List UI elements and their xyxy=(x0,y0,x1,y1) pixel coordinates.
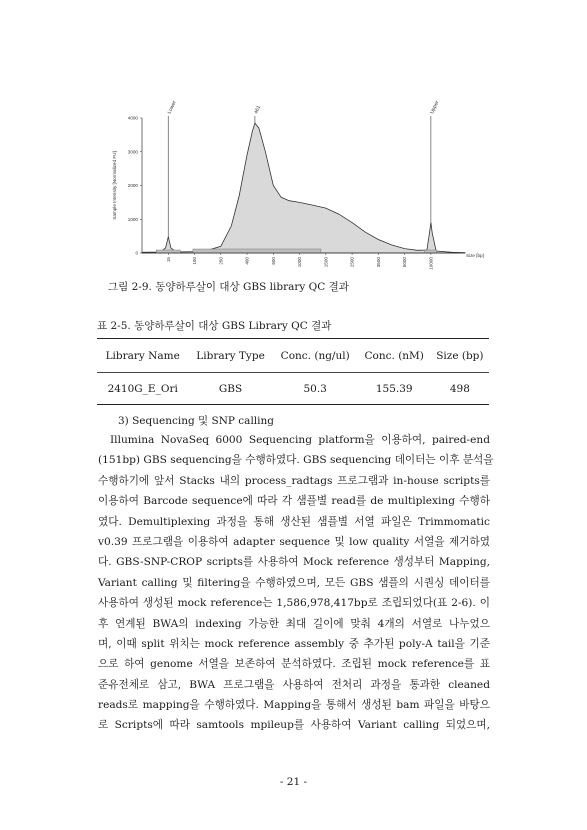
paragraph-line: reads로 mapping을 수행하였다. Mapping을 통해서 생성된 bam 파일을 바탕으 xyxy=(98,699,490,712)
header-size-bp: Size (bp) xyxy=(436,349,484,362)
x-tick-label: 5000 xyxy=(402,257,408,268)
paragraph-line: Variant calling 및 filtering을 수행하였으며, 모든 GBS 샘플의 시퀀싱 데이터를 xyxy=(98,576,490,589)
section-heading: 3) Sequencing 및 SNP calling xyxy=(118,415,275,427)
x-tick-label: 1500 xyxy=(323,257,329,268)
trace-area xyxy=(142,123,465,253)
paragraph-line: 수행하기에 앞서 Stacks 내의 process_radtags 프로그램과 in-house scripts를 xyxy=(98,474,490,487)
chart-trace xyxy=(142,123,465,253)
header-library-type: Library Type xyxy=(196,349,265,362)
y-tick-label: 0 xyxy=(135,250,138,256)
paragraph-line: (151bp) GBS sequencing을 수행하였다. GBS sequencing 데이터는 이후 분석을 xyxy=(98,454,494,467)
x-tick-label: 600 xyxy=(270,257,276,265)
cell-conc-ngul: 50.3 xyxy=(303,382,327,395)
cell-size-bp: 498 xyxy=(449,382,470,395)
x-tick-label: 250 xyxy=(218,257,224,265)
x-tick-label: 400 xyxy=(244,257,250,265)
paragraph-line: 로 Scripts에 따라 samtools mpileup를 사용하여 Variant calling 되었으며, xyxy=(98,719,490,732)
paragraph-line: 후 연계된 BWA의 indexing 가능한 최대 길이에 맞춰 4개의 서열로 나누었으 xyxy=(98,617,490,630)
paragraph-line: 이용하여 Barcode sequence에 따라 각 샘플별 read를 de multiplexing 수행하 xyxy=(98,495,490,508)
paragraph-line: v0.39 프로그램을 이용하여 adapter sequence 및 low quality 서열을 제거하였 xyxy=(98,535,490,548)
cell-library-name: 2410G_E_Ori xyxy=(107,382,178,395)
cell-library-type: GBS xyxy=(218,382,243,395)
x-axis-title: Size [bp] xyxy=(466,253,484,258)
peak-label: 461 xyxy=(253,104,263,115)
header-conc-nm: Conc. (nM) xyxy=(364,349,424,362)
y-tick-label: 3000 xyxy=(127,149,138,155)
x-tick-label: 3500 xyxy=(375,257,381,268)
paragraph-line: Illumina NovaSeq 6000 Sequencing platform을 이용하여, paired-end xyxy=(110,434,490,446)
bioanalyzer-electropherogram xyxy=(110,99,484,280)
table-caption: 표 2-5. 동양하루살이 대상 GBS Library QC 결과 xyxy=(97,320,332,332)
header-library-name: Library Name xyxy=(105,349,180,362)
paragraph-line: 며, 이때 split 위치는 mock reference assembly 중 추가된 poly-A tail을 기준 xyxy=(98,637,490,650)
paragraph-line: 사용하여 생성된 mock reference는 1,586,978,417bp로 조립되었다(표 2-6). 이 xyxy=(98,597,490,610)
lower-marker-band xyxy=(156,250,180,253)
y-tick-label: 2000 xyxy=(127,183,138,189)
body-paragraph xyxy=(98,430,494,736)
x-tick-label: 1000 xyxy=(297,257,303,268)
y-axis-title: Sample Intensity [Normalized FU] xyxy=(112,151,117,220)
paragraph-line: 였다. Demultiplexing 과정을 통해 생산된 샘플별 서열 파일은 Trimmomatic xyxy=(98,515,490,528)
table-row xyxy=(97,373,489,405)
x-tick-label: 15 xyxy=(165,257,171,263)
table-header-row xyxy=(97,339,489,373)
peak-label: Upper xyxy=(429,99,441,115)
cell-conc-nm: 155.39 xyxy=(375,382,413,395)
paragraph-line: 준유전체로 삼고, BWA 프로그램을 사용하여 전처리 과정을 통과한 cleaned xyxy=(98,678,490,691)
peak-region-band xyxy=(193,249,321,253)
paragraph-line: 으로 하여 genome 서열을 보존하여 분석하였다. 조립된 mock reference를 표 xyxy=(98,658,490,671)
x-tick-label: 100 xyxy=(192,257,198,265)
x-tick-label: 10000 xyxy=(428,257,434,270)
x-tick-label: 2500 xyxy=(349,257,355,268)
page-number: - 21 - xyxy=(279,776,308,788)
peak-label: Lower xyxy=(166,99,178,115)
header-conc-ngul: Conc. (ng/ul) xyxy=(280,349,350,362)
figure-caption: 그림 2-9. 동양하루살이 대상 GBS library QC 결과 xyxy=(108,281,349,293)
y-tick-label: 4000 xyxy=(127,115,138,121)
library-qc-table xyxy=(97,338,489,405)
y-tick-label: 1000 xyxy=(127,216,138,222)
paragraph-line: 다. GBS-SNP-CROP scripts를 사용하여 Mock reference 생성부터 Mapping, xyxy=(98,556,490,569)
upper-marker-band xyxy=(425,250,437,253)
